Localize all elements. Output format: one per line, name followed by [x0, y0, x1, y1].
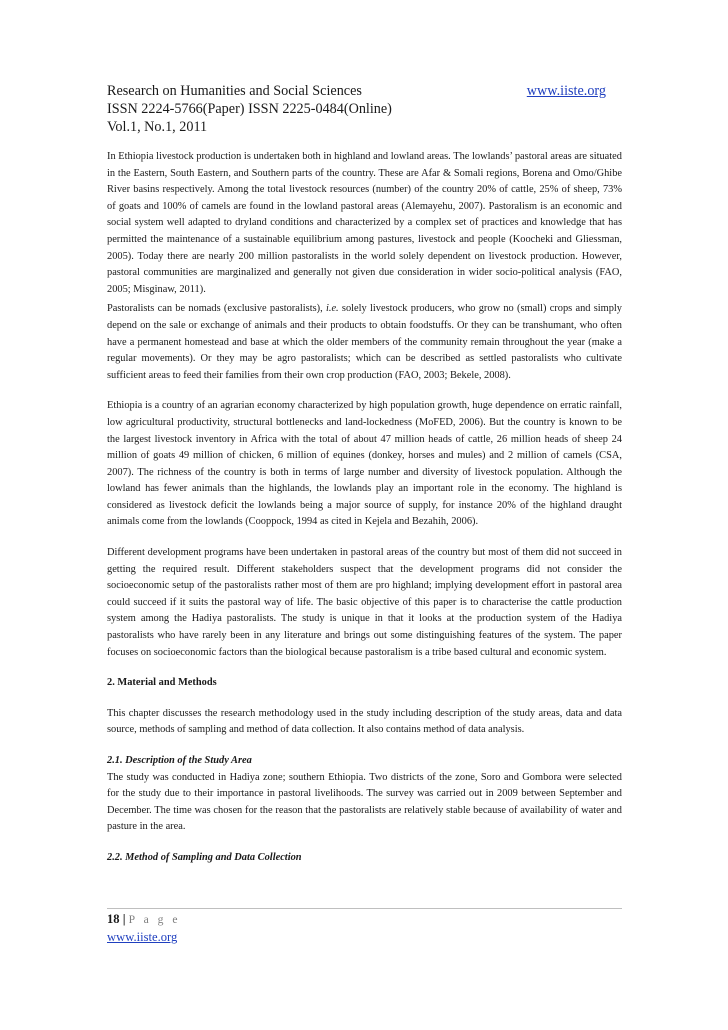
paragraph-development-programs: Different development programs have been undertaken in pastoral areas of the country but most of them did not succeed in getting the required result. Different stakeholders suspect that the development programs did not consider the socioeconomic setup of the pastoralists rather most of them are pro highland; implying development effort in pastoral area could succeed if it suits the pastoral way of life. The basic objective of this paper is to characterise the cattle production system among the Hadiya pastoralists. The study is unique in that it looks at the production system of the Hadiya pastoralists who have rarely been in any literature and brings out some distinguishing features of the system. The paper focuses on socioeconomic factors than the biological because pastoralism is a tribe based cultural and economic system. [107, 547, 622, 658]
page-content [107, 82, 622, 867]
paragraph-livestock-production: In Ethiopia livestock production is undertaken both in highland and lowland areas. The lowlands’ pastoral areas are situated in the Eastern, South Eastern, and Southern parts of the country. These are Afar & Somali regions, Borena and Omo/Ghibe River basins respectively. Among the total livestock resources (number) of the country 20% of cattle, 25% of sheep, 73% of goats and 100% of camels are found in the lowland pastoral areas (Alemayehu, 2007). Pastoralism is an economic and social system well adapted to dryland conditions and characterized by a complex set of practices and knowledge that has permitted the maintenance of a sustainable equilibrium among pastures, livestock and people (Koocheki and Gliessman, 2005). Today there are nearly 200 million pastoralists in the world solely dependent on livestock production. However, pastoral communities are marginalized and generally not given due consideration in wider socio-political analysis (FAO, 2005; Misginaw, 2011). [107, 151, 622, 295]
journal-title: Research on Humanities and Social Sciences [107, 83, 362, 99]
paragraph-ethiopia-economy: Ethiopia is a country of an agrarian economy characterized by high population growth, huge dependence on erratic rainfall, low agricultural productivity, structural bottlenecks and land-lockedness (MoFED, 2006). But the country is known to be the largest livestock inventory in Africa with the total of about 47 million heads of cattle, 26 million heads of sheep 24 million of goats 49 million of chicken, 6 million of equines (donkey, horses and mules) and 2 million of camels (CSA, 2007). The richness of the country is both in terms of large number and diversity of livestock population. Although the lowland has fewer animals than the highlands, the lowlands play an important role in the economy. The highland is considered as livestock deficit the lowlands being a major source of supply, for instance 20% of the highland draught animals come from the lowlands (Cooppock, 1994 as cited in Kejela and Bezahih, 2006). [107, 400, 622, 528]
page-number-line [107, 911, 622, 928]
header-row-title [107, 82, 622, 100]
journal-url-link[interactable]: www.iiste.org [526, 83, 606, 99]
section-heading-methods: 2. Material and Methods [107, 677, 217, 689]
paragraph-pastoralist-types [107, 301, 622, 384]
journal-volume: Vol.1, No.1, 2011 [107, 119, 208, 135]
footer-divider [107, 908, 622, 909]
footer-url-link[interactable]: www.iiste.org [107, 930, 178, 944]
page-separator: | [119, 912, 129, 926]
journal-header [107, 82, 622, 136]
paragraph-chapter-overview: This chapter discusses the research methodology used in the study including description of the study areas, data and data source, methods of sampling and method of data collection. It also contains method of data analysis. [107, 707, 622, 736]
page-footer [107, 908, 622, 946]
page-word: P a g e [128, 913, 181, 926]
ie-abbreviation: i.e. [325, 303, 339, 315]
subheading-study-area: 2.1. Description of the Study Area [107, 755, 252, 766]
page-number: 18 [107, 912, 120, 926]
paragraph-text: Pastoralists can be nomads (exclusive pastoralists), [107, 303, 326, 315]
paragraph-study-area: The study was conducted in Hadiya zone; southern Ethiopia. Two districts of the zone, Soro and Gombora were selected for the study due to their importance in pastoral livelihoods. The survey was carried out in 2009 between September and December. The time was chosen for the reason that the pastoralists are relatively stable because of availability of water and pasture in the area. [107, 771, 622, 833]
article-body [107, 149, 622, 867]
paragraph-text: solely livestock producers, who grow no (small) crops and simply depend on the sale or exchange of animals and their products to obtain foodstuffs. Or they can be transhumant, who often have a permanent homestead and base at which the older members of the community remain throughout the year (make a regular movements). Or they may be agro pastoralists; which can be described as settled pastoralists who cultivate sufficient areas to feed their families from their own crop production (FAO, 2003; Bekele, 2008). [107, 303, 623, 381]
subheading-sampling: 2.2. Method of Sampling and Data Collection [107, 851, 302, 863]
journal-issn: ISSN 2224-5766(Paper) ISSN 2225-0484(Online) [107, 101, 392, 117]
